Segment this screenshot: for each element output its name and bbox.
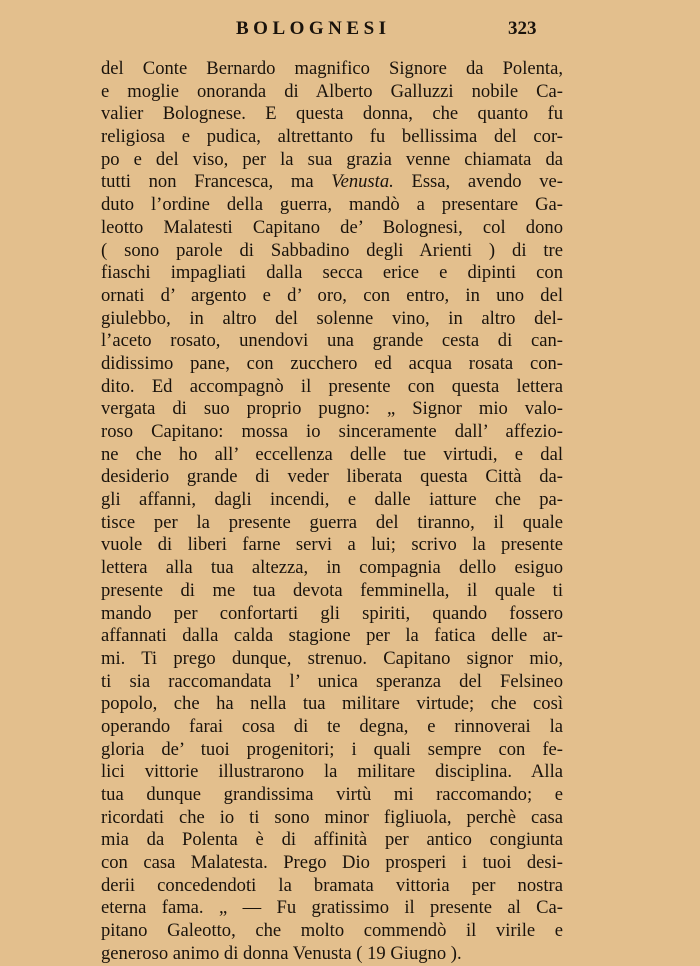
text-line: presente di me tua devota femminella, il quale ti <box>101 579 563 601</box>
text-line: valier Bolognese. E questa donna, che quanto fu <box>101 103 563 125</box>
text-line: e moglie onoranda di Alberto Galluzzi nobile Ca- <box>101 80 563 102</box>
text-line: ornati d’ argento e d’ oro, con entro, in uno del <box>101 284 563 306</box>
text-line: gloria de’ tuoi progenitori; i quali sempre con fe- <box>101 738 563 760</box>
text-line: dito. Ed accompagnò il presente con questa lettera <box>101 375 563 397</box>
text-line: ne che ho all’ eccellenza delle tue virtudi, e dal <box>101 443 563 465</box>
text-line <box>101 171 563 194</box>
text-line: vuole di liberi farne servi a lui; scrivo la presente <box>101 534 563 556</box>
running-title: BOLOGNESI <box>236 18 391 39</box>
text-line: operando farai cosa di te degna, e rinnoverai la <box>101 715 563 737</box>
text-line: con casa Malatesta. Prego Dio prosperi i tuoi desi- <box>101 852 563 874</box>
text-line: fiaschi impagliati dalla secca erice e dipinti con <box>101 262 563 284</box>
text-line: desiderio grande di veder liberata questa Città da- <box>101 466 563 488</box>
text-line: generoso animo di donna Venusta ( 19 Giugno ). <box>101 942 462 964</box>
text-line: leotto Malatesti Capitano de’ Bolognesi, col dono <box>101 216 563 238</box>
text-line: popolo, che ha nella tua militare virtude; che così <box>101 693 563 715</box>
text-line: lici vittorie illustrarono la militare disciplina. Alla <box>101 761 563 783</box>
text-line: mia da Polenta è di affinità per antico congiunta <box>101 829 563 851</box>
text-line: ti sia raccomandata l’ unica speranza del Felsineo <box>101 670 563 692</box>
text-line: lettera alla tua altezza, in compagnia dello esiguo <box>101 557 563 579</box>
text-line: roso Capitano: mossa io sinceramente dall’ affezio- <box>101 421 563 442</box>
italic-name: Venusta. <box>331 171 394 193</box>
text-line: del Conte Bernardo magnifico Signore da Polenta, <box>101 58 563 79</box>
text-line: vergata di suo proprio pugno: „ Signor mio valo- <box>101 398 563 420</box>
text-line: didissimo pane, con zucchero ed acqua rosata con- <box>101 352 563 374</box>
text-line: derii concedendoti la bramata vittoria per nostra <box>101 874 563 896</box>
text-line: affannati dalla calda stagione per la fatica delle ar- <box>101 625 563 647</box>
text-line: l’aceto rosato, unendovi una grande cesta di can- <box>101 330 563 352</box>
text-line: giulebbo, in altro del solenne vino, in altro del- <box>101 307 563 329</box>
text-line: po e del viso, per la sua grazia venne chiamata da <box>101 148 563 170</box>
text-line-end: Essa, avendo ve- <box>393 171 563 193</box>
text-line: mi. Ti prego dunque, strenuo. Capitano signor mio, <box>101 647 563 669</box>
text-line: ricordati che io ti sono minor figliuola, perchè casa <box>101 806 563 828</box>
page-number: 323 <box>508 18 537 39</box>
text-line: ( sono parole di Sabbadino degli Arienti ) di tre <box>101 239 563 261</box>
text-line-start: tutti non Francesca, ma <box>101 171 314 193</box>
text-line: duto l’ordine della guerra, mandò a presentare Ga- <box>101 194 563 216</box>
text-line: tua dunque grandissima virtù mi raccomando; e <box>101 784 563 805</box>
text-line: gli affanni, dagli incendi, e dalle iatture che pa- <box>101 489 563 511</box>
text-line: mando per confortarti gli spiriti, quando fossero <box>101 602 563 624</box>
page-header <box>0 18 700 42</box>
text-line: pitano Galeotto, che molto commendò il virile e <box>101 920 563 942</box>
text-line: tisce per la presente guerra del tiranno, il quale <box>101 511 563 533</box>
text-line: religiosa e pudica, altrettanto fu bellissima del cor- <box>101 126 563 148</box>
body-text <box>101 58 563 966</box>
text-line: eterna fama. „ — Fu gratissimo il presente al Ca- <box>101 897 563 919</box>
